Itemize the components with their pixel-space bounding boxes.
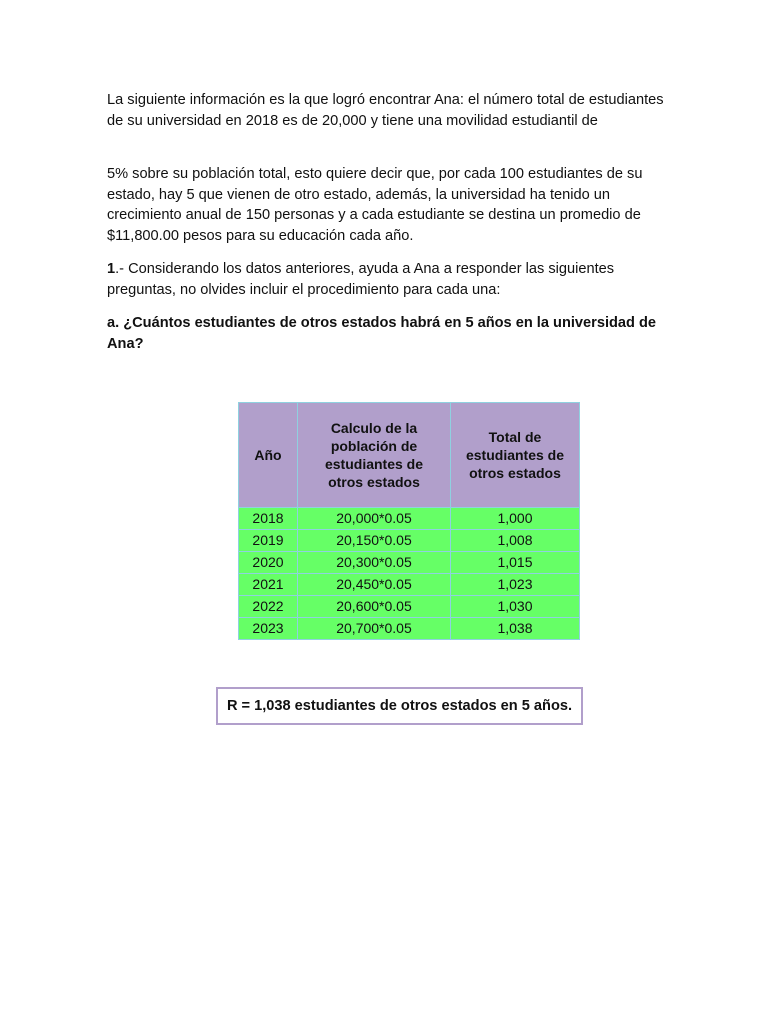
cell-calculation: 20,600*0.05 [298, 596, 451, 618]
mobility-text: 5% sobre su población total, esto quiere decir que, por cada 100 estudiantes de su estado, hay 5 que vienen de otro estado, además, la universidad ha tenido un crecimiento anual de 150 personas y a cada estudiante se destina un promedio de $11,800.00 pesos para su educación cada año. [107, 166, 643, 244]
cell-total: 1,000 [451, 508, 580, 530]
table-header-row [239, 403, 580, 508]
mobility-paragraph [107, 164, 667, 246]
instruction-number: 1 [107, 261, 116, 277]
cell-calculation: 20,450*0.05 [298, 574, 451, 596]
question-a [107, 313, 667, 354]
answer-box: R = 1,038 estudiantes de otros estados en 5 años. [216, 687, 583, 725]
table-row [239, 530, 580, 552]
cell-total: 1,030 [451, 596, 580, 618]
cell-year: 2021 [239, 574, 298, 596]
table-row [239, 508, 580, 530]
cell-total: 1,015 [451, 552, 580, 574]
instruction-text: .- Considerando los datos anteriores, ayuda a Ana a responder las siguientes preguntas, no olvides incluir el procedimiento para cada una: [107, 261, 615, 298]
instruction-paragraph [107, 259, 667, 300]
cell-calculation: 20,700*0.05 [298, 618, 451, 640]
header-year: Año [239, 403, 298, 508]
cell-total: 1,023 [451, 574, 580, 596]
header-total [451, 403, 580, 508]
cell-year: 2022 [239, 596, 298, 618]
table-row [239, 574, 580, 596]
cell-year: 2020 [239, 552, 298, 574]
cell-year: 2023 [239, 618, 298, 640]
cell-year: 2019 [239, 530, 298, 552]
cell-total: 1,008 [451, 530, 580, 552]
intro-text: La siguiente información es la que logró encontrar Ana: el número total de estudiantes de su universidad en 2018 es de 20,000 y tiene una movilidad estudiantil de [107, 92, 664, 129]
header-calculation-text: Calculo de la población de estudiantes de otros estados [324, 420, 424, 490]
cell-calculation: 20,000*0.05 [298, 508, 451, 530]
cell-year: 2018 [239, 508, 298, 530]
cell-total: 1,038 [451, 618, 580, 640]
question-a-text: a. ¿Cuántos estudiantes de otros estados habrá en 5 años en la universidad de Ana? [107, 315, 657, 352]
intro-paragraph [107, 90, 667, 131]
table-row [239, 618, 580, 640]
cell-calculation: 20,150*0.05 [298, 530, 451, 552]
table-row [239, 596, 580, 618]
header-calculation [298, 403, 451, 508]
cell-calculation: 20,300*0.05 [298, 552, 451, 574]
table-row [239, 552, 580, 574]
students-table [238, 402, 580, 640]
header-total-text: Total de estudiantes de otros estados [465, 429, 565, 481]
